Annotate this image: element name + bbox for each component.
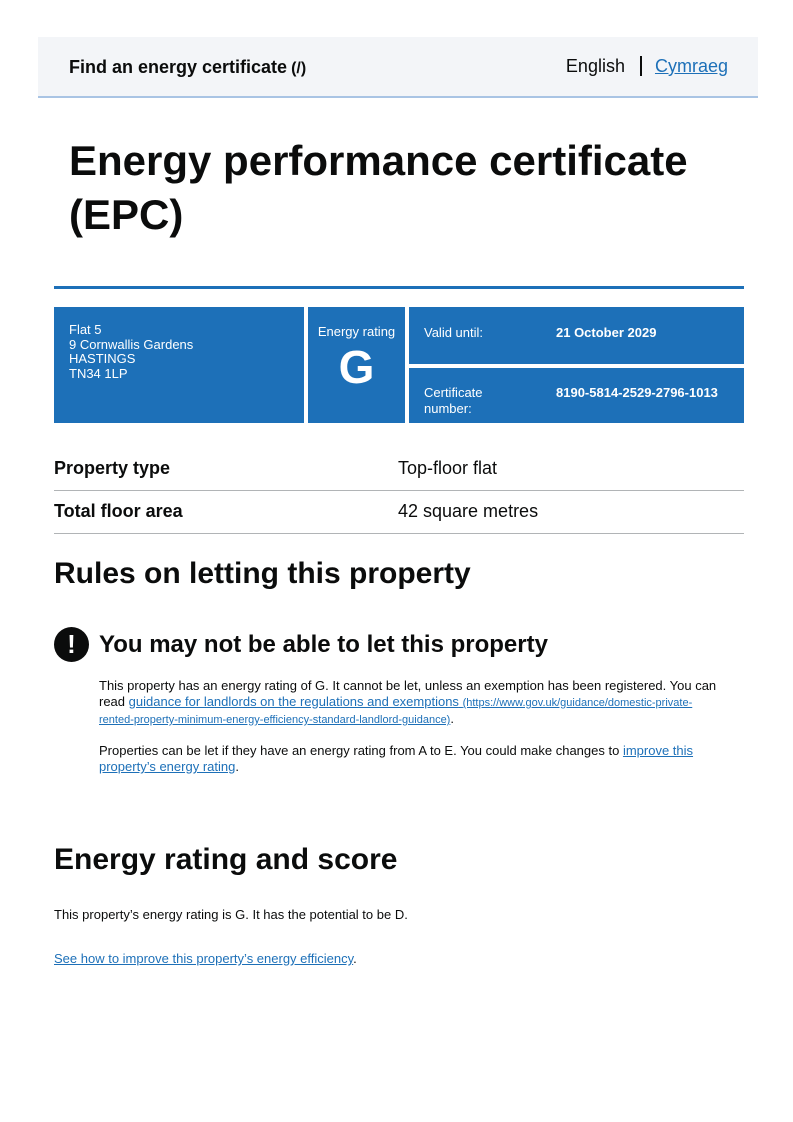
home-link-url: (/) (291, 60, 307, 77)
improve-rating-link[interactable]: improve this property’s energy rating (99, 743, 694, 774)
valid-until-label: Valid until: (424, 325, 484, 340)
valid-until-box (409, 307, 744, 364)
letting-paragraph-2: Properties can be let if they have an energy rating from A to E. You could make changes to improve this property’s energy rating. (99, 743, 694, 774)
letting-paragraph-1: This property has an energy rating of G. It cannot be let, unless an exemption has been registered. You can read guidance for landlords on the regulations and exemptions (https://www.gov.uk/guidance/domestic-private-rented-property-minimum-energy-efficiency-standard-landlord-guidance). (99, 678, 717, 726)
improve-efficiency-link[interactable]: See how to improve this property’s energy efficiency (54, 951, 354, 966)
language-switcher (566, 56, 728, 77)
address-box (54, 307, 304, 423)
title-divider (54, 286, 744, 289)
lang-separator (640, 56, 642, 76)
floor-area-row (54, 491, 744, 534)
address-line: HASTINGS (69, 351, 136, 366)
energy-rating-box (308, 307, 405, 423)
lang-english: English (565, 56, 625, 76)
property-type-row (54, 448, 744, 491)
letting-text-2: Properties can be let if they have an energy rating from A to E. You could make changes to (99, 743, 620, 758)
service-name: Find an energy certificate (69, 57, 288, 77)
letting-heading: Rules on letting this property (54, 557, 471, 590)
letting-text: This property has an energy rating of G. It cannot be let, unless an exemption has been registered. You can read (99, 678, 717, 709)
lang-welsh-link[interactable]: Cymraeg (654, 56, 728, 76)
certificate-number-value: 8190-5814-2529-2796-1013 (556, 385, 718, 400)
energy-rating-letter: G (338, 341, 375, 393)
address-line: TN34 1LP (69, 366, 128, 381)
certificate-summary (54, 307, 744, 423)
service-name-link[interactable] (69, 57, 306, 78)
address-line: 9 Cornwallis Gardens (69, 337, 194, 352)
valid-until-value: 21 October 2029 (556, 325, 657, 340)
energy-rating-text: This property’s energy rating is G. It has the potential to be D. (54, 907, 408, 922)
landlord-guidance-url: (https://www.gov.uk/guidance/domestic-private-rented-property-minimum-energy-efficiency-standard-landlord-guidance) (99, 697, 693, 726)
improve-efficiency-paragraph: See how to improve this property’s energy efficiency. (54, 951, 357, 966)
warning-icon: ! (54, 627, 89, 662)
warning-title: You may not be able to let this property (99, 631, 548, 658)
certificate-number-label: Certificate number: (424, 385, 483, 416)
landlord-guidance-link[interactable]: guidance for landlords on the regulations and exemptions (https://www.gov.uk/guidance/domestic-private-rented-property-minimum-energy-efficiency-standard-landlord-guidance) (99, 694, 693, 726)
property-type-label: Property type (54, 458, 171, 478)
floor-area-value: 42 square metres (398, 501, 539, 521)
floor-area-label: Total floor area (54, 501, 183, 521)
property-type-value: Top-floor flat (398, 458, 498, 478)
energy-rating-label: Energy rating (317, 324, 396, 339)
energy-rating-heading: Energy rating and score (54, 843, 398, 876)
site-header (38, 37, 758, 98)
address-line: Flat 5 (69, 322, 102, 337)
page-title: Energy performance certificate (EPC) (69, 137, 688, 238)
certificate-number-box (409, 368, 744, 423)
